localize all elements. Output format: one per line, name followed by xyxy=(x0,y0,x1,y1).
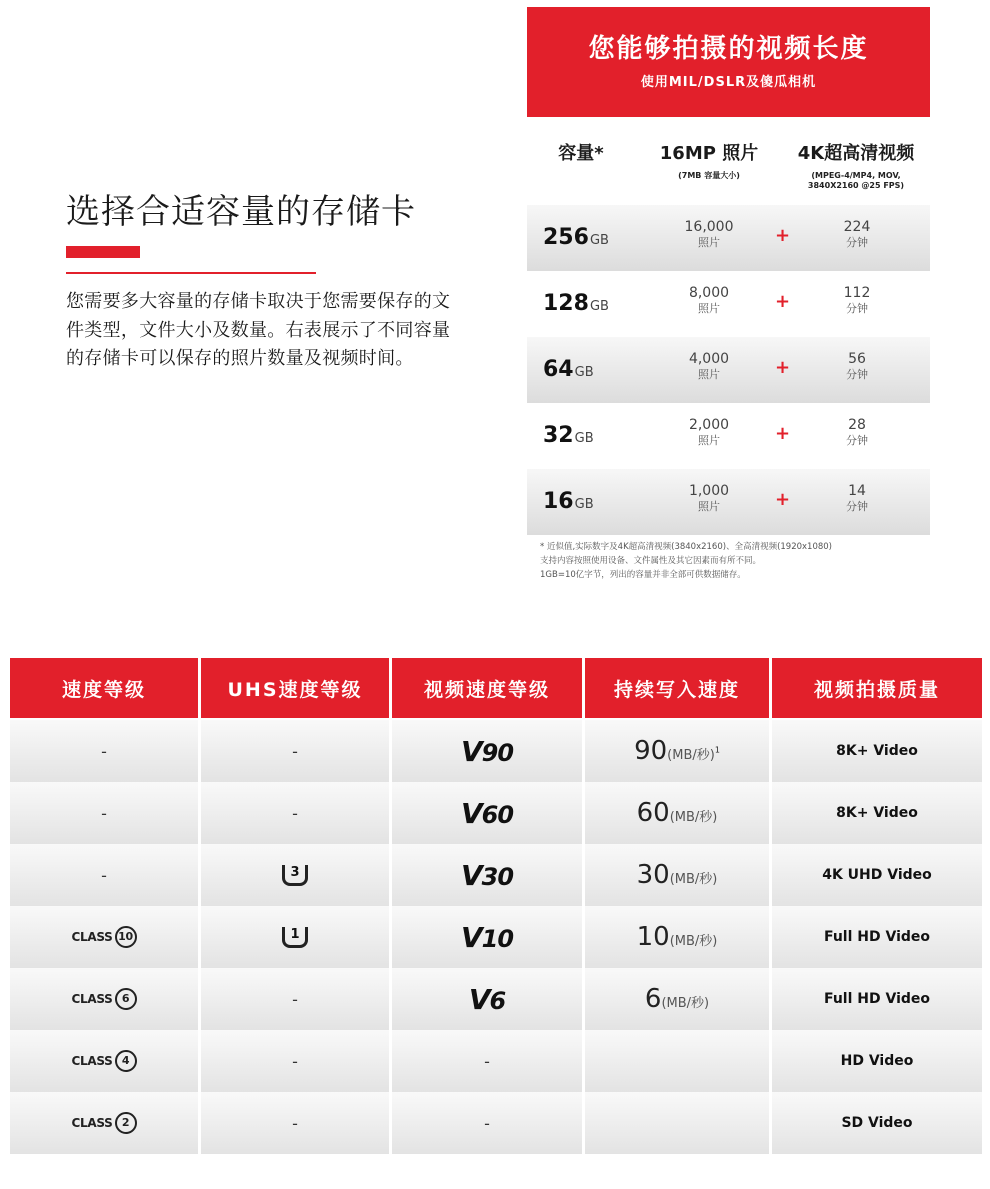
cell-write-speed xyxy=(585,844,769,906)
capacity-row xyxy=(527,403,930,469)
photo-count: 1,000 照片 xyxy=(688,483,730,513)
cell-uhs-class xyxy=(201,720,389,782)
capacity-size: 16GB xyxy=(543,489,594,514)
empty-dash: - xyxy=(292,803,298,823)
speed-class-icon: CLASS 4 xyxy=(72,1050,137,1072)
speed-row xyxy=(10,1092,982,1154)
capacity-table-subtitle: 使用MIL/DSLR及傻瓜相机 xyxy=(640,75,817,90)
cell-write-speed xyxy=(585,906,769,968)
speed-class-icon: CLASS 2 xyxy=(72,1112,137,1134)
empty-dash: - xyxy=(484,1051,490,1071)
speed-row xyxy=(10,720,982,782)
capacity-row xyxy=(527,337,930,403)
cell-video-quality: Full HD Video xyxy=(772,906,982,968)
capacity-rows xyxy=(527,205,930,535)
speed-row xyxy=(10,844,982,906)
write-speed: 10(MB/秒) xyxy=(636,922,718,952)
intro-section xyxy=(66,190,466,374)
empty-dash: - xyxy=(101,741,107,761)
video-minutes: 28 分钟 xyxy=(846,417,868,447)
cell-video-quality: 4K UHD Video xyxy=(772,844,982,906)
header-speed-class: 速度等级 xyxy=(10,658,198,718)
title-underline xyxy=(66,272,316,274)
cell-speed-class xyxy=(10,782,198,844)
cell-uhs-class xyxy=(201,1030,389,1092)
cell-video-quality: SD Video xyxy=(772,1092,982,1154)
capacity-size: 64GB xyxy=(543,357,594,382)
speed-table-header xyxy=(10,658,982,718)
plus-icon: + xyxy=(775,291,791,312)
cell-write-speed xyxy=(585,968,769,1030)
cell-speed-class xyxy=(10,1030,198,1092)
capacity-table-title: 您能够拍摄的视频长度 xyxy=(588,34,869,64)
cell-uhs-class xyxy=(201,906,389,968)
header-video-quality: 视频拍摄质量 xyxy=(772,658,982,718)
photo-count: 8,000 照片 xyxy=(688,285,730,315)
plus-icon: + xyxy=(775,423,791,444)
video-class-icon: V90 xyxy=(460,734,514,768)
cell-uhs-class xyxy=(201,844,389,906)
uhs-class-icon: 3 xyxy=(282,865,308,886)
cell-write-speed xyxy=(585,1030,769,1092)
cell-video-quality: 8K+ Video xyxy=(772,782,982,844)
cell-video-class xyxy=(392,1030,582,1092)
title-accent-bar xyxy=(66,246,140,258)
empty-dash: - xyxy=(292,1051,298,1071)
speed-row xyxy=(10,782,982,844)
speed-class-icon: CLASS 6 xyxy=(72,988,137,1010)
col-capacity: 容量* xyxy=(558,143,604,164)
cell-uhs-class xyxy=(201,1092,389,1154)
video-minutes: 56 分钟 xyxy=(846,351,868,381)
capacity-footnote: * 近似值,实际数字及4K超高清视频(3840x2160)、全高清视频(1920x1080) 支持内容按照使用设备、文件属性及其它因素而有所不同。 1GB=10亿字节，列出的容量并非全部可供数据储存。 xyxy=(540,542,832,580)
empty-dash: - xyxy=(292,989,298,1009)
cell-video-class xyxy=(392,720,582,782)
write-speed: 6(MB/秒) xyxy=(644,984,710,1014)
empty-dash: - xyxy=(292,1113,298,1133)
speed-class-icon: CLASS 10 xyxy=(72,926,137,948)
col-video: 4K超高清视频 (MPEG-4/MP4, MOV, 3840X2160 @25 FPS) xyxy=(797,143,915,190)
empty-dash: - xyxy=(484,1113,490,1133)
cell-uhs-class xyxy=(201,968,389,1030)
cell-video-class xyxy=(392,906,582,968)
cell-write-speed xyxy=(585,782,769,844)
cell-video-class xyxy=(392,1092,582,1154)
header-video-class: 视频速度等级 xyxy=(392,658,582,718)
speed-row xyxy=(10,1030,982,1092)
cell-video-class xyxy=(392,968,582,1030)
cell-speed-class xyxy=(10,844,198,906)
speed-row xyxy=(10,968,982,1030)
photo-count: 2,000 照片 xyxy=(688,417,730,447)
plus-icon: + xyxy=(775,489,791,510)
intro-title: 选择合适容量的存储卡 xyxy=(66,192,416,232)
video-minutes: 14 分钟 xyxy=(846,483,868,513)
cell-speed-class xyxy=(10,720,198,782)
plus-icon: + xyxy=(775,357,791,378)
write-speed: 60(MB/秒) xyxy=(636,798,718,828)
capacity-table-header xyxy=(527,7,930,117)
speed-class-table xyxy=(10,658,982,1154)
cell-write-speed xyxy=(585,720,769,782)
capacity-size: 256GB xyxy=(543,225,609,250)
capacity-size: 128GB xyxy=(543,291,609,316)
cell-video-class xyxy=(392,782,582,844)
intro-body: 您需要多大容量的存储卡取决于您需要保存的文件类型，文件大小及数量。右表展示了不同容量的存储卡可以保存的照片数量及视频时间。 xyxy=(66,291,451,369)
cell-video-quality: Full HD Video xyxy=(772,968,982,1030)
uhs-class-icon: 1 xyxy=(282,927,308,948)
cell-video-quality: HD Video xyxy=(772,1030,982,1092)
photo-count: 4,000 照片 xyxy=(688,351,730,381)
cell-write-speed xyxy=(585,1092,769,1154)
empty-dash: - xyxy=(292,741,298,761)
col-photos: 16MP 照片 (7MB 容量大小) xyxy=(659,143,759,180)
video-minutes: 224 分钟 xyxy=(843,219,871,249)
capacity-size: 32GB xyxy=(543,423,594,448)
header-uhs-class: UHS速度等级 xyxy=(201,658,389,718)
empty-dash: - xyxy=(101,865,107,885)
write-speed: 90(MB/秒)$^1$ xyxy=(634,736,720,766)
speed-row xyxy=(10,906,982,968)
capacity-table xyxy=(527,7,930,535)
photo-count: 16,000 照片 xyxy=(684,219,734,249)
cell-uhs-class xyxy=(201,782,389,844)
write-speed: 30(MB/秒) xyxy=(636,860,718,890)
cell-speed-class xyxy=(10,906,198,968)
plus-icon: + xyxy=(775,225,791,246)
speed-table-rows xyxy=(10,720,982,1154)
cell-speed-class xyxy=(10,968,198,1030)
header-write-speed: 持续写入速度 xyxy=(585,658,769,718)
cell-video-class xyxy=(392,844,582,906)
capacity-row xyxy=(527,469,930,535)
video-minutes: 112 分钟 xyxy=(843,285,871,315)
empty-dash: - xyxy=(101,803,107,823)
video-class-icon: V6 xyxy=(468,982,506,1016)
video-class-icon: V60 xyxy=(460,796,514,830)
video-class-icon: V30 xyxy=(460,858,514,892)
capacity-row xyxy=(527,205,930,271)
capacity-column-headers xyxy=(527,117,930,205)
cell-video-quality: 8K+ Video xyxy=(772,720,982,782)
video-class-icon: V10 xyxy=(460,920,514,954)
cell-speed-class xyxy=(10,1092,198,1154)
capacity-row xyxy=(527,271,930,337)
